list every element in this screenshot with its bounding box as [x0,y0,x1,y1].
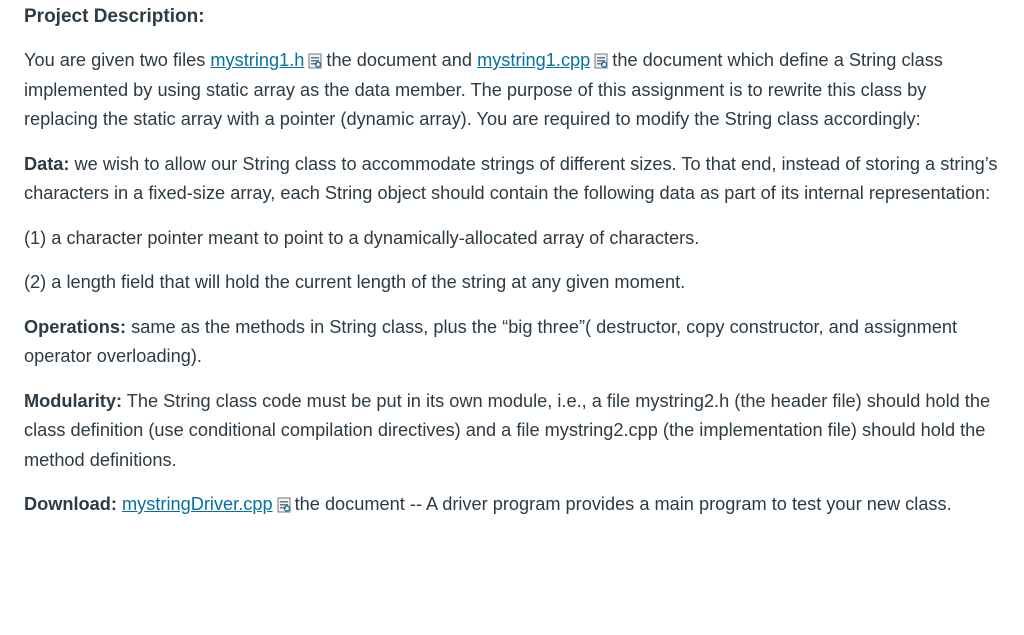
data-paragraph [24,150,1000,209]
document-preview-icon[interactable] [277,497,291,513]
mystring1-h-link[interactable]: mystring1.h [210,50,305,70]
item-1-paragraph: (1) a character pointer meant to point to a dynamically-allocated array of characters. [24,227,700,248]
intro-text-2: and [436,50,478,70]
download-paragraph [24,490,1000,520]
data-text: we wish to allow our String class to accommodate strings of different sizes. To that end, instead of storing a string’s characters in a fixed-size array, each String object should contain the following data as part of its internal representation: [24,153,998,203]
data-label: Data: [24,153,70,174]
intro-text-3: which define a String class implemented by using static array as the data member. The purpose of this assignment is to rewrite this class by replacing the static array with a pointer (dynamic array). You are required to modify the String class accordingly: [24,50,943,129]
mystringdriver-cpp-link[interactable]: mystringDriver.cpp [122,494,273,514]
intro-paragraph [24,46,1000,135]
doc3-label: the document [294,494,405,514]
modularity-label: Modularity: [24,390,123,411]
modularity-text: The String class code must be put in its own module, i.e., a file mystring2.h (the header file) should hold the class definition (use conditional compilation directives) and a file mystring2.cpp (the implementation file) should hold the method definitions. [24,390,991,470]
doc1-label: the document [326,50,437,70]
page-title: Project Description: [24,6,205,27]
modularity-paragraph [24,387,1000,476]
download-text: -- A driver program provides a main program to test your new class. [404,494,952,514]
mystring1-cpp-link[interactable]: mystring1.cpp [477,50,591,70]
doc2-label: the document [612,50,723,70]
document-preview-icon[interactable] [308,53,322,69]
operations-text: same as the methods in String class, plus the “big three”( destructor, copy constructor, and assignment operator overloading). [24,316,958,366]
operations-paragraph [24,313,1000,372]
operations-label: Operations: [24,316,127,337]
download-label: Download: [24,494,117,514]
intro-text-1: You are given two files [24,50,211,70]
document-preview-icon[interactable] [594,53,608,69]
item-2-paragraph: (2) a length field that will hold the current length of the string at any given moment. [24,272,686,292]
